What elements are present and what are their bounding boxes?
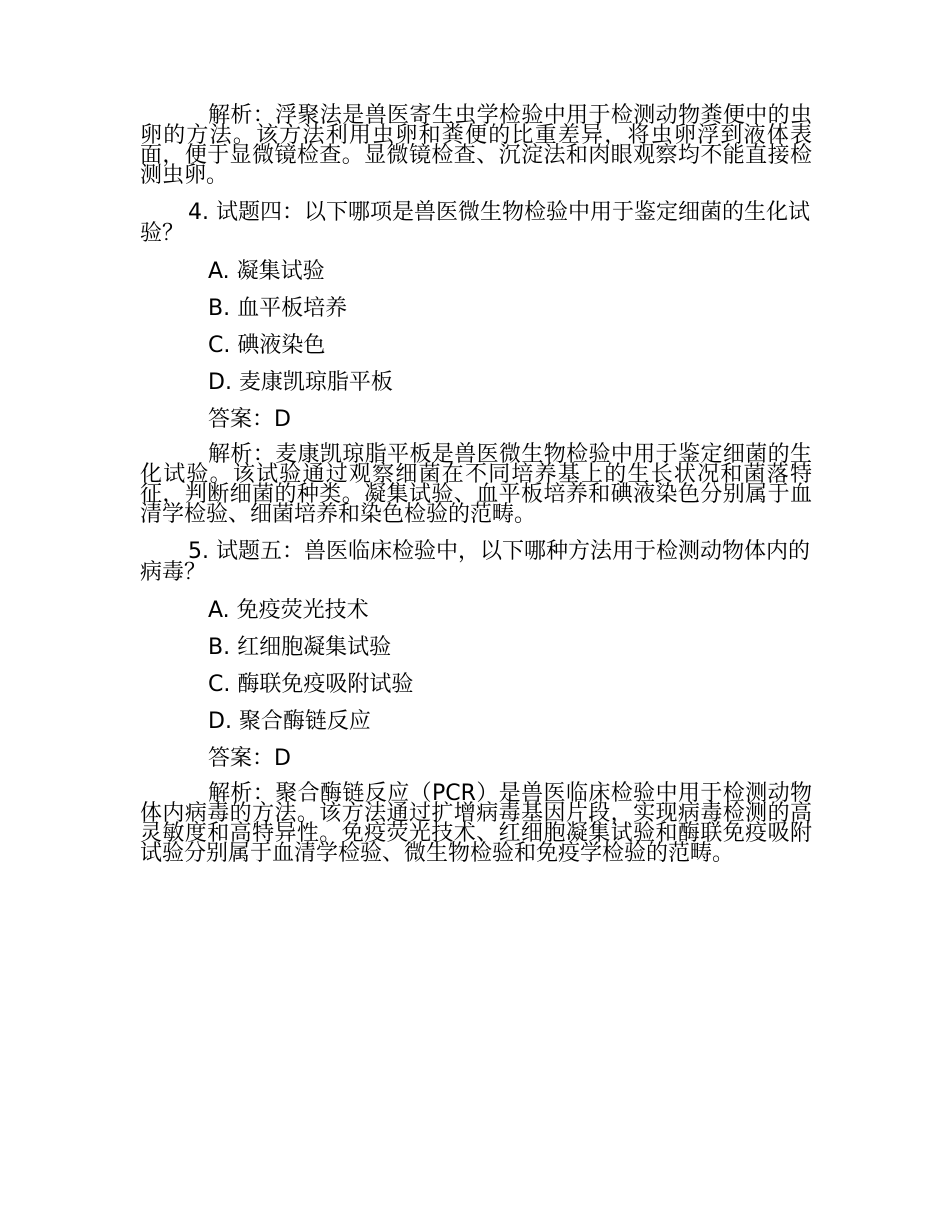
- answer-q4: 答案：D: [208, 407, 291, 432]
- option-d-q4: D. 麦康凯琼脂平板: [208, 370, 393, 395]
- option-a-q4: A. 凝集试验: [208, 259, 325, 284]
- analysis-paragraph-q4: 解析：麦康凯琼脂平板是兽医微生物检验中用于鉴定细菌的生化试验。该试验通过观察细菌在不同培养基上的生长状况和菌落特征，判断细菌的种类。凝集试验、血平板培养和碘液染色分别属于血清学检验、细菌培养和染色检验的范畴。: [140, 442, 812, 527]
- analysis-paragraph-q3: 解析：浮聚法是兽医寄生虫学检验中用于检测动物粪便中的虫卵的方法。该方法利用虫卵和粪便的比重差异，将虫卵浮到液体表面，便于显微镜检查。显微镜检查、沉淀法和肉眼观察均不能直接检测虫卵。: [140, 103, 812, 188]
- question-stem-5: 5. 试题五：兽医临床检验中，以下哪种方法用于检测动物体内的病毒？: [140, 539, 810, 585]
- answer-q5: 答案：D: [208, 746, 291, 771]
- question-block-5: [140, 541, 812, 864]
- document-content: [140, 103, 812, 880]
- option-d-q5: D. 聚合酶链反应: [208, 709, 371, 734]
- option-c-q4: C. 碘液染色: [208, 333, 326, 358]
- option-b-q5: B. 红细胞凝集试验: [208, 635, 392, 660]
- option-a-q5: A. 免疫荧光技术: [208, 598, 369, 623]
- option-c-q5: C. 酶联免疫吸附试验: [208, 672, 414, 697]
- option-b-q4: B. 血平板培养: [208, 296, 348, 321]
- analysis-paragraph-q5: 解析：聚合酶链反应（PCR）是兽医临床检验中用于检测动物体内病毒的方法。该方法通过扩增病毒基因片段，实现病毒检测的高灵敏度和高特异性。免疫荧光技术、红细胞凝集试验和酶联免疫吸附试验分别属于血清学检验、微生物检验和免疫学检验的范畴。: [140, 781, 812, 866]
- question-block-4: [140, 202, 812, 525]
- question-stem-4: 4. 试题四：以下哪项是兽医微生物检验中用于鉴定细菌的生化试验？: [140, 200, 810, 246]
